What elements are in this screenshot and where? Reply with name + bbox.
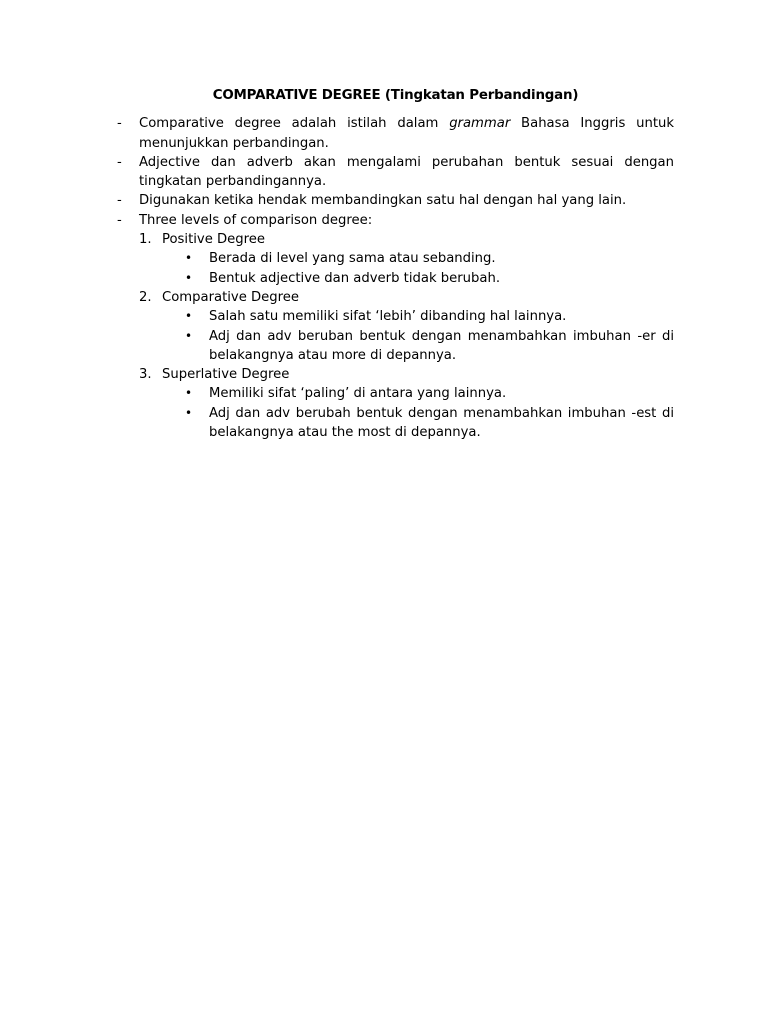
intro-item-4-text: Three levels of comparison degree: bbox=[139, 212, 373, 228]
level-2-heading bbox=[117, 288, 674, 307]
dash-marker: - bbox=[117, 212, 122, 228]
intro-item-3-text: Digunakan ketika hendak membandingkan satu hal dengan hal yang lain. bbox=[139, 193, 627, 209]
level-point-text: Berada di level yang sama atau sebanding. bbox=[209, 251, 496, 267]
level-point-text: Bentuk adjective dan adverb tidak berubah. bbox=[209, 270, 501, 286]
intro-item-3 bbox=[117, 191, 674, 210]
level-3-heading bbox=[117, 365, 674, 384]
level-name: Positive Degree bbox=[162, 232, 266, 248]
bullet-marker: • bbox=[185, 328, 193, 343]
level-point-text: Adj dan adv berubah bentuk dengan menambahkan imbuhan -est di belakangnya atau the most di depannya. bbox=[209, 405, 674, 441]
dash-marker: - bbox=[117, 116, 122, 132]
level-3-point-2 bbox=[117, 404, 674, 443]
level-point-text: Memiliki sifat ‘paling’ di antara yang lainnya. bbox=[209, 386, 507, 402]
level-point-text: Salah satu memiliki sifat ‘lebih’ dibanding hal lainnya. bbox=[209, 309, 567, 325]
document-title: COMPARATIVE DEGREE (Tingkatan Perbandingan) bbox=[212, 88, 579, 103]
level-number: 2. bbox=[139, 289, 152, 305]
level-1-point-2 bbox=[117, 269, 674, 288]
bullet-marker: • bbox=[185, 270, 193, 285]
intro-item-2-text: Adjective dan adverb akan mengalami perubahan bentuk sesuai dengan tingkatan perbandingannya. bbox=[139, 154, 674, 190]
intro-item-1-text-after: Bahasa Inggris untuk menunjukkan perbandingan. bbox=[139, 116, 674, 151]
level-2-point-2 bbox=[117, 327, 674, 366]
intro-item-1-text-before: Comparative degree adalah istilah dalam bbox=[139, 116, 450, 132]
intro-item-1-italic-term: grammar bbox=[449, 116, 511, 132]
level-number: 1. bbox=[139, 232, 152, 248]
level-3-point-1 bbox=[117, 384, 674, 403]
bullet-marker: • bbox=[185, 251, 193, 266]
level-point-text: Adj dan adv beruban bentuk dengan menambahkan imbuhan -er di belakangnya atau more di depannya. bbox=[209, 328, 674, 363]
bullet-marker: • bbox=[185, 309, 193, 324]
dash-marker: - bbox=[117, 154, 122, 170]
bullet-marker: • bbox=[185, 405, 193, 420]
level-name: Superlative Degree bbox=[162, 367, 290, 383]
intro-item-4 bbox=[117, 211, 674, 230]
intro-item-2 bbox=[117, 153, 674, 192]
level-1-point-1 bbox=[117, 249, 674, 268]
document-body bbox=[117, 86, 674, 442]
level-name: Comparative Degree bbox=[162, 289, 300, 305]
dash-marker: - bbox=[117, 193, 122, 209]
intro-item-1 bbox=[117, 114, 674, 153]
bullet-marker: • bbox=[185, 386, 193, 401]
level-number: 3. bbox=[139, 367, 152, 383]
level-2-point-1 bbox=[117, 307, 674, 326]
level-1-heading bbox=[117, 230, 674, 249]
